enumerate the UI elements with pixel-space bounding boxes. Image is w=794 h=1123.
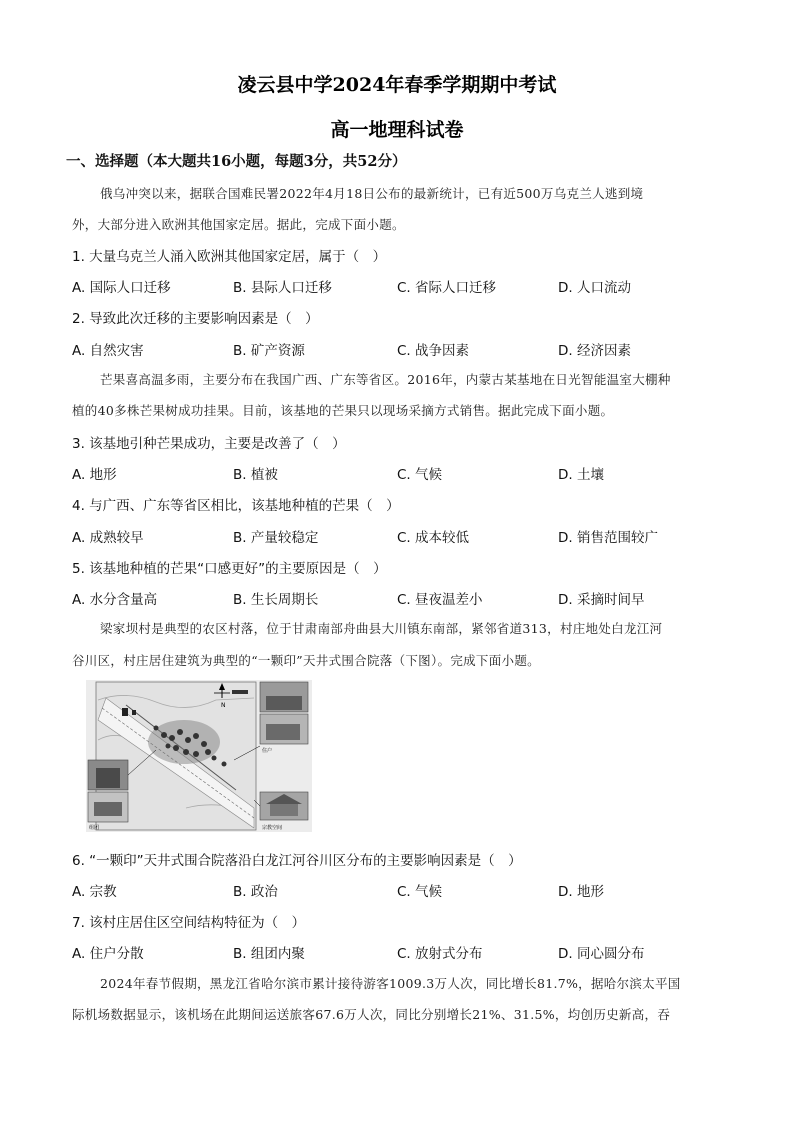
question-2-option-a[interactable]: A. 自然灾害 — [72, 343, 144, 359]
question-6-option-b[interactable]: B. 政治 — [233, 884, 278, 900]
question-3-option-a[interactable]: A. 地形 — [72, 467, 117, 483]
label-residence: 住户 — [262, 748, 273, 754]
question-6-option-a[interactable]: A. 宗教 — [72, 884, 117, 900]
exam-title: 凌云县中学2024年春季学期期中考试 — [237, 74, 557, 96]
village-map-figure — [86, 680, 312, 832]
question-1-option-b[interactable]: B. 县际人口迁移 — [233, 280, 332, 296]
section-heading: 一、选择题（本大题共16小题，每题3分，共52分） — [66, 153, 407, 170]
question-7-option-b[interactable]: B. 组团内聚 — [233, 946, 305, 962]
question-1-option-c[interactable]: C. 省际人口迁移 — [397, 280, 497, 296]
question-3-option-c[interactable]: C. 气候 — [397, 467, 443, 483]
question-5-option-b[interactable]: B. 生长周期长 — [233, 592, 319, 608]
question-1-stem: 1. 大量乌克兰人涌入欧洲其他国家定居，属于（ ） — [72, 249, 387, 265]
question-5-stem: 5. 该基地种植的芒果“口感更好”的主要原因是（ ） — [72, 561, 387, 577]
passage-4-line-2: 际机场数据显示，该机场在此期间运送旅客67.6万人次，同比分别增长21%、31.5%，均创历史新高，吞 — [72, 1007, 671, 1022]
passage-3-line-2: 谷川区，村庄居住建筑为典型的“一颗印”天井式围合院落（下图）。完成下面小题。 — [72, 653, 540, 668]
passage-1-line-1: 俄乌冲突以来，据联合国难民署2022年4月18日公布的最新统计，已有近500万乌克兰人逃到境 — [100, 186, 644, 201]
question-1-option-a[interactable]: A. 国际人口迁移 — [72, 280, 171, 296]
question-5-option-d[interactable]: D. 采摘时间早 — [558, 592, 645, 608]
question-3-option-b[interactable]: B. 植被 — [233, 467, 278, 483]
north-label: N — [221, 702, 226, 709]
question-4-option-a[interactable]: A. 成熟较早 — [72, 530, 144, 546]
question-2-option-c[interactable]: C. 战争因素 — [397, 343, 470, 359]
question-6-stem: 6. “一颗印”天井式围合院落沿白龙江河谷川区分布的主要影响因素是（ ） — [72, 853, 522, 869]
question-4-option-b[interactable]: B. 产量较稳定 — [233, 530, 319, 546]
question-4-option-c[interactable]: C. 成本较低 — [397, 530, 470, 546]
question-2-option-b[interactable]: B. 矿产资源 — [233, 343, 305, 359]
village-map-illustration — [86, 680, 312, 832]
question-3-stem: 3. 该基地引种芒果成功，主要是改善了（ ） — [72, 436, 346, 452]
passage-3-line-1: 梁家坝村是典型的农区村落，位于甘肃南部舟曲县大川镇东南部，紧邻省道313，村庄地处白龙江河 — [100, 621, 663, 636]
question-7-option-d[interactable]: D. 同心圆分布 — [558, 946, 645, 962]
question-4-stem: 4. 与广西、广东等省区相比，该基地种植的芒果（ ） — [72, 498, 400, 514]
question-2-option-d[interactable]: D. 经济因素 — [558, 343, 631, 359]
passage-2-line-2: 植的40多株芒果树成功挂果。目前，该基地的芒果只以现场采摘方式销售。据此完成下面小题。 — [72, 403, 614, 418]
question-4-option-d[interactable]: D. 销售范围较广 — [558, 530, 658, 546]
question-2-stem: 2. 导致此次迁移的主要影响因素是（ ） — [72, 311, 319, 327]
label-religious: 宗教空间 — [262, 825, 283, 831]
label-group: 组团 — [89, 825, 100, 831]
passage-4-line-1: 2024年春节假期，黑龙江省哈尔滨市累计接待游客1009.3万人次，同比增长81.7%，据哈尔滨太平国 — [100, 976, 681, 991]
question-7-stem: 7. 该村庄居住区空间结构特征为（ ） — [72, 915, 306, 931]
question-5-option-a[interactable]: A. 水分含量高 — [72, 592, 158, 608]
question-3-option-d[interactable]: D. 土壤 — [558, 467, 604, 483]
passage-1-line-2: 外，大部分进入欧洲其他国家定居。据此，完成下面小题。 — [72, 217, 405, 232]
question-6-option-d[interactable]: D. 地形 — [558, 884, 604, 900]
question-1-option-d[interactable]: D. 人口流动 — [558, 280, 631, 296]
exam-subtitle: 高一地理科试卷 — [330, 119, 464, 141]
passage-2-line-1: 芒果喜高温多雨，主要分布在我国广西、广东等省区。2016年，内蒙古某基地在日光智能温室大棚种 — [100, 372, 671, 387]
question-6-option-c[interactable]: C. 气候 — [397, 884, 443, 900]
question-7-option-a[interactable]: A. 住户分散 — [72, 946, 144, 962]
question-5-option-c[interactable]: C. 昼夜温差小 — [397, 592, 483, 608]
question-7-option-c[interactable]: C. 放射式分布 — [397, 946, 483, 962]
